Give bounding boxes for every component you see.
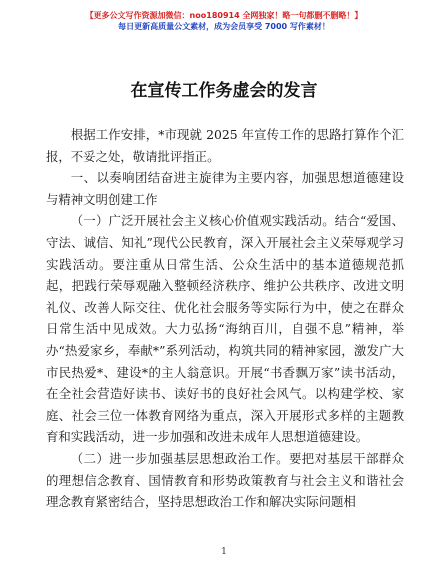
- promo-banner-line-red: 【更多公文写作资源加微信：noo180914 全网独家！略一句都删不删略！】: [85, 11, 363, 20]
- section-heading-1: 一、以奏响团结奋进主旋律为主要内容，加强思想道德建设与精神文明创建工作: [46, 170, 404, 207]
- promo-banner-line-blue: 每日更新高质量公文素材，成为会员享受 7000 写作素材！: [118, 22, 330, 31]
- document-body: [46, 124, 404, 513]
- page-number: 1: [221, 547, 227, 557]
- paragraph-intro: 根据工作安排，*市现就 2025 年宣传工作的思路打算作个汇报，不妥之处，敬请批评指正。: [46, 127, 404, 164]
- paragraph-section-1-1: （一）广泛开展社会主义核心价值观实践活动。结合“爱国、守法、诚信、知礼”现代公民教育，深入开展社会主义荣辱观学习实践活动。要注重从日常生活、公众生活中的基本道德规范抓起，把践行荣辱观融入整顿经济秩序、维护公共秩序、改进文明礼仪、改善人际交往、优化社会服务等实际行为中，使之在群众日常生活中见成效。大力弘扬“海纳百川，自强不息”精神，举办“热爱家乡，奉献*”系列活动，构筑共同的精神家园，激发广大市民热爱*、建设*的主人翁意识。开展“书香飘万家”读书活动，在全社会营造好读书、读好书的良好社会风气。以构建学校、家庭、社会三位一体教育网络为重点，深入开展形式多样的主题教育和实践活动，进一步加强和改进未成年人思想道德建设。: [46, 213, 404, 445]
- paragraph-section-1-2: （二）进一步加强基层思想政治工作。要把对基层干部群众的理想信念教育、国情教育和形势政策教育与社会主义和谐社会理念教育紧密结合，坚持思想政治工作和解决实际问题相: [46, 450, 404, 510]
- promo-banner: [0, 10, 448, 32]
- document-title: 在宣传工作务虚会的发言: [130, 81, 318, 101]
